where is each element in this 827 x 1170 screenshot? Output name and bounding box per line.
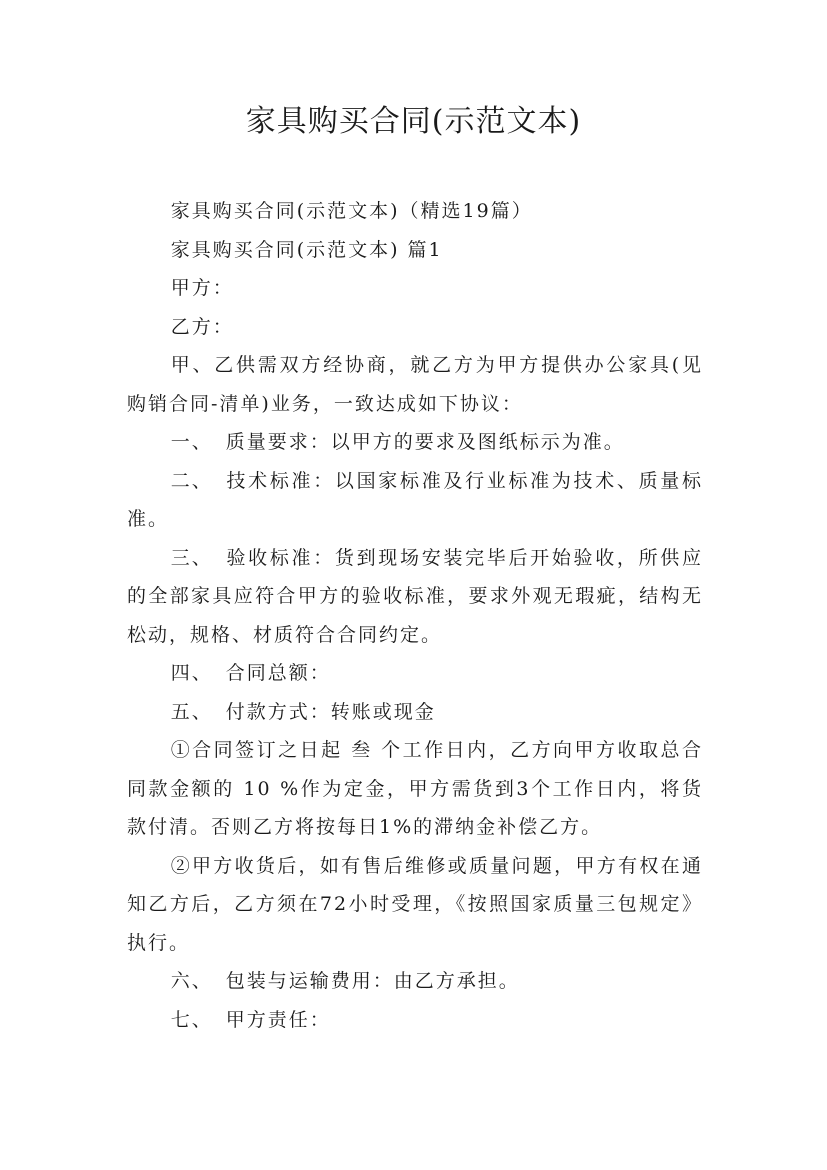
clause-number: 五、 [170, 700, 213, 723]
clause-number: 三、 [170, 546, 213, 569]
clause-7 [127, 1001, 703, 1040]
clause-number: 七、 [170, 1008, 213, 1031]
clause-text: 付款方式：转账或现金 [225, 700, 436, 723]
clause-4 [127, 654, 703, 693]
paragraph-text: ①合同签订之日起 叁 个工作日内，乙方向甲方收取总合同款金额的 10 %作为定金，甲方需货到3个工作日内，将货款付清。否则乙方将按每日1%的滞纳金补偿乙方。 [127, 739, 703, 838]
paragraph-text: 乙方： [170, 315, 234, 338]
paragraph-party-a [127, 269, 703, 308]
paragraph-text: 甲、乙供需双方经协商，就乙方为甲方提供办公家具(见购销合同-清单)业务，一致达成如下协议： [127, 354, 703, 415]
paragraph-text: 甲方： [170, 277, 234, 299]
document-title: 家具购买合同(示范文本) [245, 104, 582, 139]
clause-number: 一、 [170, 431, 213, 453]
document-body [127, 192, 703, 1039]
clause-6 [127, 962, 703, 1001]
paragraph-text: 家具购买合同(示范文本) 篇1 [170, 238, 443, 261]
clause-3 [127, 539, 703, 655]
paragraph-text: 家具购买合同(示范文本)（精选19篇） [170, 200, 533, 222]
clause-text: 甲方责任： [225, 1008, 331, 1031]
clause-number: 二、 [170, 469, 213, 492]
clause-text: 验收标准：货到现场安装完毕后开始验收，所供应的全部家具应符合甲方的验收标准，要求外观无瑕疵，结构无松动，规格、材质符合合同约定。 [127, 546, 703, 646]
clause-text: 包装与运输费用：由乙方承担。 [225, 970, 520, 992]
clause-1 [127, 423, 703, 462]
clause-text: 质量要求：以甲方的要求及图纸标示为准。 [225, 431, 625, 453]
clause-number: 四、 [170, 662, 213, 684]
clause-number: 六、 [170, 970, 213, 992]
subclause-2 [127, 847, 703, 963]
paragraph-preamble [127, 346, 703, 423]
paragraph-section-heading [127, 231, 703, 270]
clause-text: 技术标准：以国家标准及行业标准为技术、质量标准。 [127, 469, 703, 530]
clause-2 [127, 462, 703, 539]
clause-text: 合同总额： [225, 662, 331, 684]
paragraph-intro [127, 192, 703, 231]
paragraph-text: ②甲方收货后，如有售后维修或质量问题，甲方有权在通知乙方后，乙方须在72小时受理，《按照国家质量三包规定》执行。 [127, 854, 703, 954]
paragraph-party-b [127, 308, 703, 347]
subclause-1 [127, 731, 703, 847]
clause-5 [127, 693, 703, 732]
